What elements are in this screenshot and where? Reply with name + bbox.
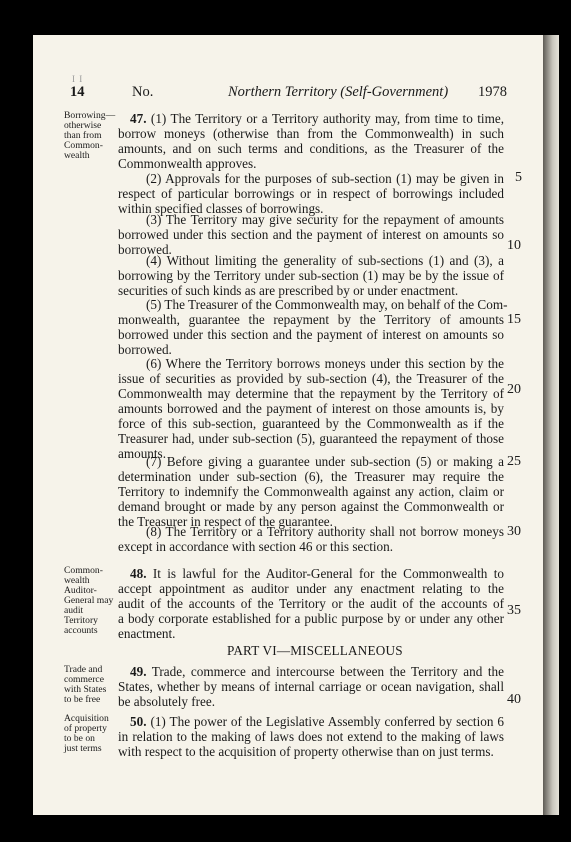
text-line: (3) The Territory may give security for the repayment of amounts (146, 212, 504, 227)
margin-note-line: to be free (64, 694, 101, 705)
margin-note-line: accounts (64, 625, 98, 636)
text-line: (1) The power of the Legislative Assembly conferred by section 6 (146, 714, 504, 729)
margin-note-s48 (64, 566, 113, 636)
margin-note-line: Trade and (64, 664, 103, 675)
margin-note-line: of property (64, 723, 107, 734)
text-line: determination under sub-section (6), the Treasurer may require the (118, 469, 504, 484)
text-line: the Treasurer in respect of the guarantee. (118, 514, 333, 529)
text-line: in relation to the making of laws does not extend to the making of laws (118, 729, 504, 744)
section-50-subsection-1 (118, 714, 504, 759)
book-spine (543, 35, 559, 815)
text-line: within specified classes of borrowings. (118, 201, 324, 216)
margin-note-line: wealth (64, 575, 90, 586)
margin-note-line: Common- (64, 140, 103, 151)
section-number: 49. (130, 664, 147, 679)
section-number: 50. (130, 714, 147, 729)
margin-note-line: just terms (64, 743, 102, 754)
section-48 (118, 566, 504, 641)
text-line: It is lawful for the Auditor-General for the Commonwealth to (146, 566, 504, 581)
margin-note-line: commerce (64, 674, 104, 685)
text-line: (2) Approvals for the purposes of sub-section (1) may be given in (146, 171, 504, 186)
text-line: amounts borrowed and the payment of interest on those amounts is, by (118, 401, 504, 416)
margin-note-line: to be on (64, 733, 95, 744)
margin-note-line: Acquisition (64, 713, 109, 724)
section-47-subsection-1 (118, 111, 504, 171)
text-line: accept appointment as auditor under any enactment relating to the (118, 581, 504, 596)
margin-note-s49 (64, 665, 106, 705)
text-line: audit of the accounts of the Territory or the audit of the accounts of (118, 596, 504, 611)
text-line: with respect to the acquisition of property otherwise than on just terms. (118, 744, 494, 759)
text-line: Treasurer had, under sub-section (5), guaranteed the repayment of those (118, 431, 504, 446)
margin-note-line: than from (64, 130, 102, 141)
text-line: borrow moneys (otherwise than from the Commonwealth) in such (118, 126, 504, 141)
page-tick-mark: I I (72, 74, 84, 84)
margin-note-line: audit (64, 605, 84, 616)
margin-note-line: otherwise (64, 120, 102, 131)
text-line: (6) Where the Territory borrows moneys under this section by the (146, 356, 504, 371)
text-line: Commonwealth approves. (118, 156, 257, 171)
text-line: monwealth, guarantee the repayment by the Territory of amounts (118, 312, 504, 327)
act-number-label: No. (132, 84, 154, 100)
text-line: be absolutely free. (118, 694, 216, 709)
text-line: Trade, commerce and intercourse between the Territory and the (146, 664, 504, 679)
section-49 (118, 664, 504, 709)
section-number: 47. (130, 111, 147, 126)
act-year: 1978 (478, 84, 507, 100)
text-line: borrowing by the Territory under sub-section (1) may be by the issue of (118, 268, 504, 283)
line-number: 15 (507, 312, 521, 327)
margin-note-line: Borrowing— (64, 110, 116, 121)
text-line: (7) Before giving a guarantee under sub-section (5) or making a (146, 454, 504, 469)
line-number: 10 (507, 238, 521, 253)
running-title: Northern Territory (Self-Government) (228, 84, 449, 100)
text-line: amounts, and on such terms and conditions, as the Treasurer of the (118, 141, 504, 156)
section-47-subsection-6 (118, 356, 504, 461)
text-line: demand brought or made by any person against the Commonwealth or (118, 499, 504, 514)
line-number: 20 (507, 382, 521, 397)
text-line: securities of such kinds as are prescribed by or under enactment. (118, 283, 459, 298)
line-number: 40 (507, 692, 521, 707)
margin-note-line: Auditor- (64, 585, 97, 596)
text-line: amounts. (118, 446, 166, 461)
page-number: 14 (70, 84, 85, 100)
text-line: enactment. (118, 626, 176, 641)
section-47-subsection-7 (118, 454, 504, 529)
margin-note-line: with States (64, 684, 107, 695)
section-47-subsection-4 (118, 253, 504, 298)
text-line: borrowed. (118, 242, 172, 257)
margin-note-line: wealth (64, 150, 90, 161)
section-47-subsection-8 (118, 524, 504, 554)
text-line: (4) Without limiting the generality of sub-sections (1) and (3), a (146, 253, 504, 268)
text-line: a body corporate established for a public purpose by or under any other (118, 611, 504, 626)
section-47-subsection-3 (118, 212, 504, 257)
margin-note-line: Territory (64, 615, 98, 626)
section-47-subsection-5 (118, 297, 508, 357)
margin-note-s47 (64, 111, 115, 161)
line-number: 5 (515, 170, 522, 185)
text-line: Commonwealth may determine that the repayment by the Territory of (118, 386, 504, 401)
section-47-subsection-2 (118, 171, 504, 216)
text-line: borrowed under this section and the payment of interest on amounts so (118, 327, 504, 342)
text-line: borrowed. (118, 342, 172, 357)
text-line: (8) The Territory or a Territory authority shall not borrow moneys (146, 524, 504, 539)
margin-note-line: General may (64, 595, 114, 606)
text-line: issue of securities as provided by sub-section (4), the Treasurer of the (118, 371, 504, 386)
text-line: (5) The Treasurer of the Commonwealth may, on behalf of the Com- (146, 297, 508, 312)
text-line: States, whether by means of internal carriage or ocean navigation, shall (118, 679, 504, 694)
part-heading: PART VI—MISCELLANEOUS (227, 643, 403, 658)
section-number: 48. (130, 566, 147, 581)
text-line: force of this sub-section, guaranteed by the Commonwealth as if the (118, 416, 504, 431)
text-line: except in accordance with section 46 or this section. (118, 539, 394, 554)
margin-note-s50 (64, 714, 109, 754)
line-number: 25 (507, 454, 521, 469)
line-number: 30 (507, 524, 521, 539)
text-line: respect of particular borrowings or in respect of borrowings included (118, 186, 504, 201)
line-number: 35 (507, 603, 521, 618)
text-line: (1) The Territory or a Territory authority may, from time to time, (146, 111, 504, 126)
margin-note-line: Common- (64, 565, 103, 576)
text-line: borrowed under this section and the payment of interest on amounts so (118, 227, 504, 242)
text-line: Territory to indemnify the Commonwealth against any action, claim or (118, 484, 504, 499)
